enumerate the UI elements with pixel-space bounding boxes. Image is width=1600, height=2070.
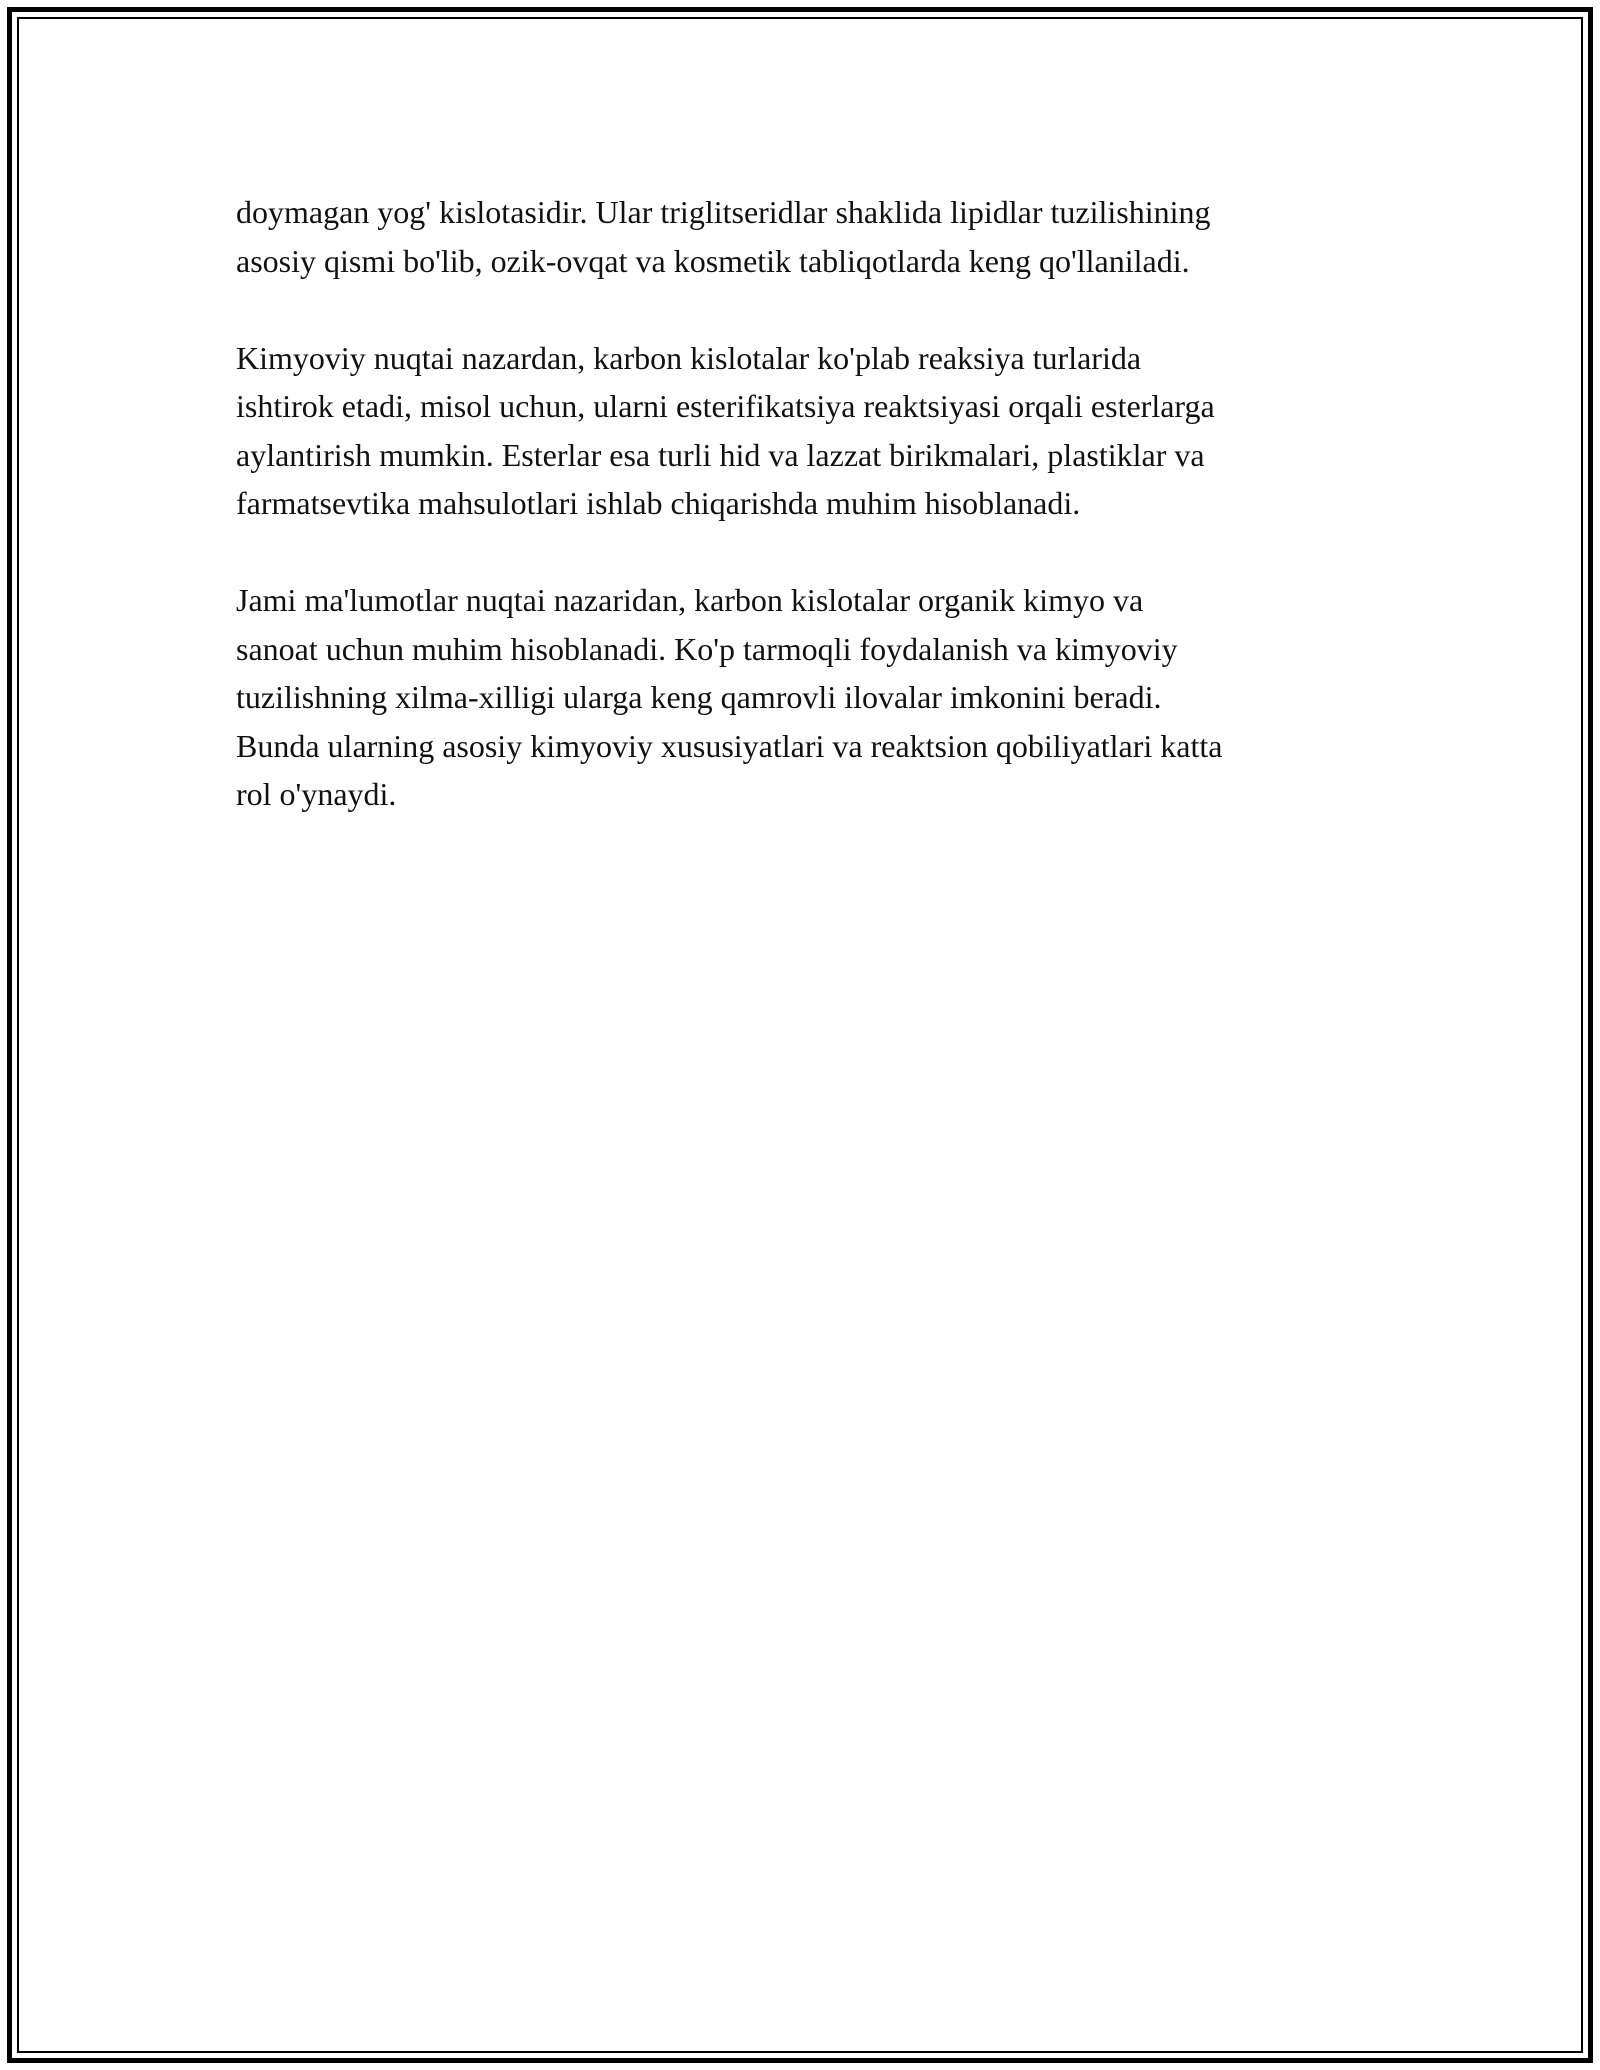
- text-line: asosiy qismi bo'lib, ozik-ovqat va kosmetik tabliqotlarda keng qo'llaniladi.: [236, 242, 1190, 279]
- document-body: [236, 188, 1396, 867]
- text-line: sanoat uchun muhim hisoblanadi. Ko'p tarmoqli foydalanish va kimyoviy: [236, 630, 1178, 667]
- text-line: doymagan yog' kislotasidir. Ular triglitseridlar shaklida lipidlar tuzilishining: [236, 194, 1211, 230]
- text-line: farmatsevtika mahsulotlari ishlab chiqarishda muhim hisoblanadi.: [236, 485, 1081, 521]
- text-line: ishtirok etadi, misol uchun, ularni esterifikatsiya reaktsiyasi orqali esterlarga: [236, 388, 1215, 424]
- paragraph-1: [236, 188, 1396, 285]
- text-line: Kimyoviy nuqtai nazardan, karbon kislotalar ko'plab reaksiya turlarida: [236, 339, 1142, 376]
- text-line: Bunda ularning asosiy kimyoviy xususiyatlari va reaktsion qobiliyatlari katta: [236, 727, 1223, 764]
- text-line: aylantirish mumkin. Esterlar esa turli hid va lazzat birikmalari, plastiklar va: [236, 436, 1205, 473]
- paragraph-3: [236, 576, 1396, 819]
- text-line: tuzilishning xilma-xilligi ularga keng qamrovli ilovalar imkonini beradi.: [236, 679, 1162, 715]
- paragraph-2: [236, 334, 1396, 528]
- text-line: rol o'ynaydi.: [236, 776, 397, 812]
- text-line: Jami ma'lumotlar nuqtai nazaridan, karbon kislotalar organik kimyo va: [236, 582, 1144, 618]
